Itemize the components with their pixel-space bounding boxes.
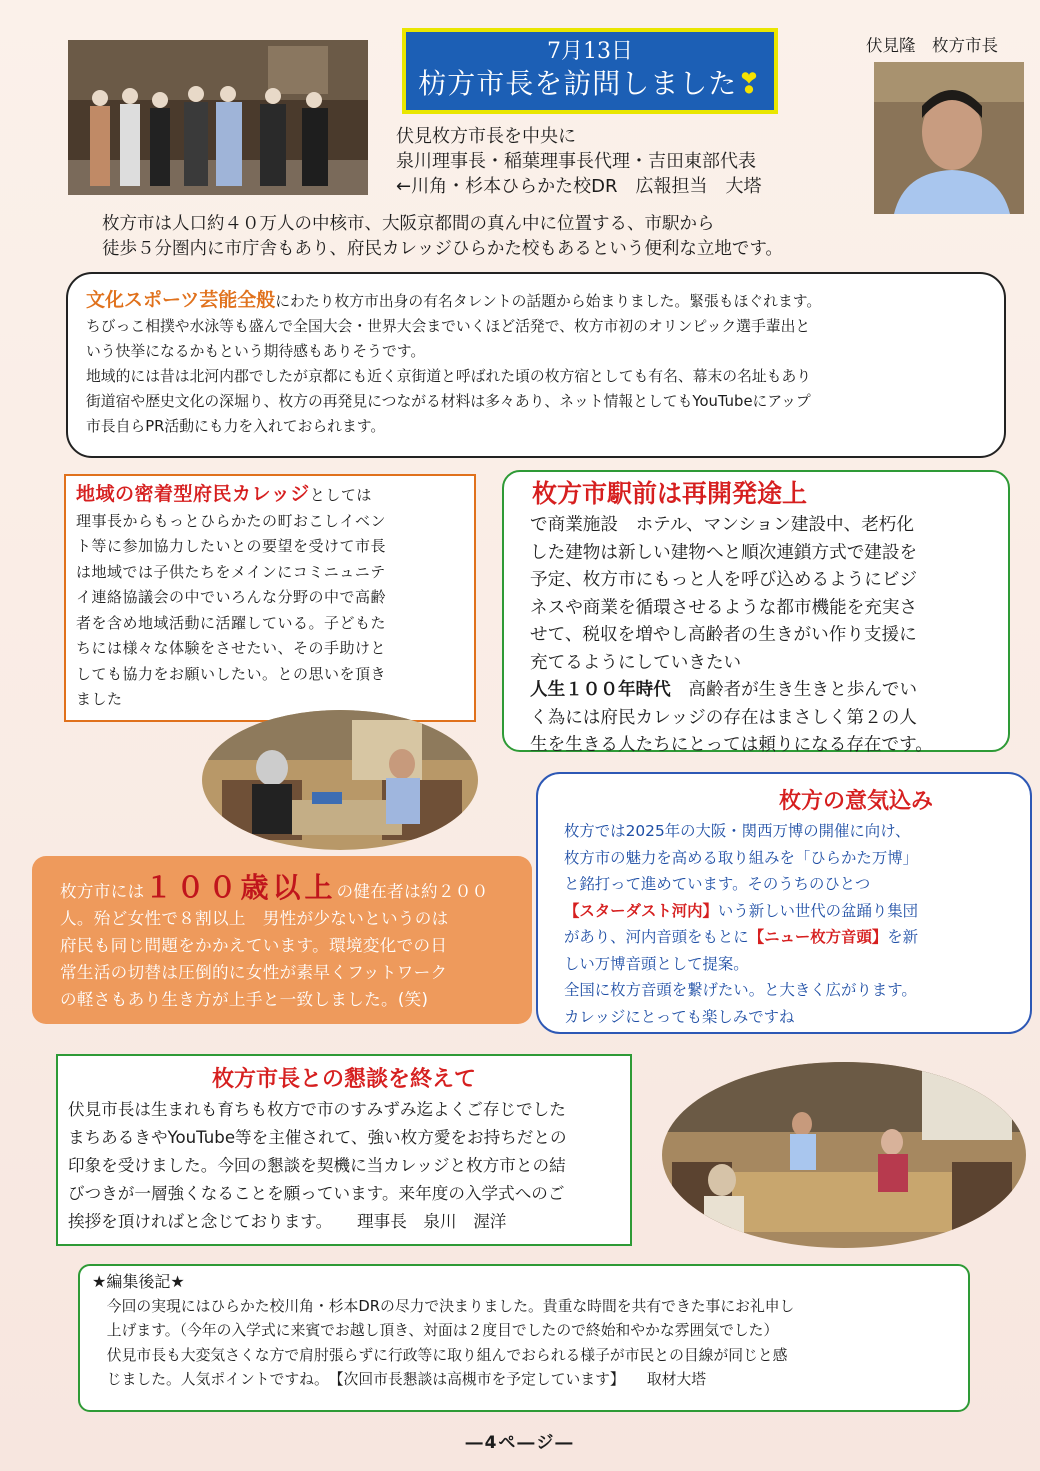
spirit-line: があり、河内音頭をもとに: [564, 928, 749, 946]
station-line: 予定、枚方市にもっと人を呼び込めるようにビジ: [530, 570, 918, 590]
hundred-line: の軽さもあり生き方が上手と一致しました。(笑): [60, 990, 429, 1009]
culture-line: ちびっこ相撲や水泳等も盛んで全国大会・世界大会までいくほど活発で、枚方市初のオリンピック選手輩出と: [86, 318, 811, 335]
spirit-red-1: 【スターダスト河内】: [564, 901, 718, 920]
mayor-photo: [874, 62, 1024, 214]
spirit-box: [536, 772, 1032, 1034]
spirit-line: カレッジにとっても楽しみですね: [564, 1007, 795, 1026]
station-tail-line: 生を生きる人たちにとっては頼りになる存在です。: [530, 735, 933, 755]
college-heading: 地域の密着型府民カレッジ: [76, 483, 310, 505]
spirit-line: しい万博音頭として提案。: [564, 954, 749, 973]
college-line: は地域では子供たちをメインにコミニュニテ: [76, 562, 386, 581]
intro: [102, 212, 783, 262]
caption-line: ←川角・杉本ひらかた校DR 広報担当 大塔: [396, 176, 762, 197]
hundred-line: 府民も同じ問題をかかえています。環境変化での日: [60, 936, 448, 955]
college-line: しても協力をお願いしたい。との思いを頂き: [76, 664, 387, 683]
editor-box: [78, 1264, 970, 1412]
station-box: [502, 470, 1010, 755]
intro-line: 枚方市は人口約４０万人の中核市、大阪京都間の真ん中に位置する、市駅から: [102, 214, 715, 234]
station-line: せて、税収を増やし高齢者の生きがい作り支援に: [530, 625, 917, 645]
spirit-line: 全国に枚方音頭を繋げたい。と大きく広がります。: [564, 981, 917, 999]
talk-box: [56, 1054, 632, 1246]
title-box: [402, 28, 778, 114]
station-line: ネスや商業を循環させるような都市機能を充実さ: [530, 597, 918, 618]
talk-line: 印象を受けました。今回の懇談を契機に当カレッジと枚方市との結: [68, 1156, 566, 1175]
hundred-box: [32, 856, 532, 1024]
conference-photo: [662, 1062, 1026, 1248]
college-lead: としては: [309, 486, 372, 504]
station-line: で商業施設 ホテル、マンション建設中、老朽化: [530, 515, 914, 535]
spirit-heading: 枚方の意気込み: [778, 789, 933, 814]
editor-heading: ★編集後記★: [92, 1272, 185, 1291]
caption-line: 泉川理事長・稲葉理事長代理・吉田東部代表: [396, 151, 756, 172]
hundred-line: 人。殆ど女性で８割以上 男性が少ないというのは: [60, 909, 449, 928]
college-box: [64, 474, 476, 722]
hundred-pre: 枚方市には: [60, 882, 145, 901]
talk-line: 伏見市長は生まれも育ちも枚方で市のすみずみ迄よくご存じでした: [68, 1100, 566, 1119]
spirit-line: 枚方市の魅力を高める取り組みを「ひらかた万博」: [564, 848, 918, 867]
culture-lead: にわたり枚方市出身の有名タレントの話題から始まりました。緊張もほぐれます。: [275, 293, 822, 310]
spirit-line: 枚方では2025年の大阪・関西万博の開催に向け、: [564, 822, 911, 840]
title-text: 枋方市長を訪問しました: [418, 67, 738, 100]
station-tail-line: く為には府民カレッジの存在はまさしく第２の人: [530, 707, 917, 728]
editor-line: じました。人気ポイントですね。 【次回市長懇談は高槻市を予定しています】 取材大塔: [92, 1371, 707, 1388]
talk-line: まちあるきやYouTube等を主催されて、強い枚方愛をお持ちだとの: [68, 1128, 567, 1147]
station-bold-lead: 人生１００年時代: [530, 680, 671, 700]
culture-box: [66, 272, 1006, 458]
college-line: イ連絡協議会の中でいろんな分野の中で高齢: [76, 588, 387, 606]
college-line: ちには様々な体験をさせたい、その手助けと: [76, 639, 387, 657]
group-photo: [68, 40, 368, 195]
mayor-caption: 伏見隆 枚方市長: [866, 36, 998, 55]
culture-line: 市長自らPR活動にも力を入れておられます。: [86, 418, 386, 435]
spirit-line: いう新しい世代の盆踊り集団: [717, 901, 919, 920]
culture-line: 地域的には昔は北河内郡でしたが京都にも近く京街道と呼ばれた頃の枚方宿としても有名、幕末の名址もあり: [86, 368, 812, 385]
hundred-line: 常生活の切替は圧倒的に女性が素早くフットワーク: [60, 963, 448, 982]
talk-line: びつきが一層強くなることを願っています。来年度の入学式へのご: [68, 1184, 565, 1203]
college-line: 理事長からもっとひらかたの町おこしイベン: [76, 511, 387, 530]
spirit-line: と銘打って進めています。そのうちのひとつ: [564, 875, 871, 893]
station-tail: 高齢者が生き生きと歩んでい: [670, 680, 918, 700]
spirit-red-2: 【ニュー枚方音頭】: [748, 928, 888, 946]
editor-line: 今回の実現にはひらかた校川角・杉本DRの尽力で決まりました。貴重な時間を共有できた事にお礼申し: [92, 1297, 795, 1315]
editor-line: 上げます。（今年の入学式に来賓でお越し頂き、対面は２度目でしたので終始和やかな雰囲気でした）: [92, 1322, 779, 1339]
caption-line: 伏見枚方市長を中央に: [396, 126, 576, 147]
college-line: ト等に参加協力したいとの要望を受けて市長: [76, 537, 387, 555]
talk-heading: 枚方市長との懇談を終えて: [211, 1067, 476, 1092]
culture-heading: 文化スポーツ芸能全般: [86, 289, 276, 311]
meeting-photo: [202, 710, 478, 850]
culture-line: いう快挙になるかもという期待感もありそうです。: [86, 343, 426, 360]
editor-line: 伏見市長も大変気さくな方で肩肘張らずに行政等に取り組んでおられる様子が市民との目線が同じと感: [92, 1346, 788, 1364]
station-heading: 枚方市駅前は再開発途上: [532, 479, 808, 508]
hundred-post: の健在者は約２００: [336, 882, 489, 901]
college-line: 者を含め地域活動に活躍している。子どもた: [76, 613, 387, 632]
group-caption: [396, 124, 761, 199]
title-date: 7月13日: [547, 39, 633, 64]
culture-line: 街道宿や歴史文化の深堀り、枚方の再発見につながる材料は多々あり、ネット情報としてもYouTubeにアップ: [86, 393, 811, 410]
hundred-big: １００歳以上: [144, 871, 337, 904]
spirit-line: を新: [887, 928, 919, 946]
station-line: 充てるようにしていきたい: [530, 652, 742, 673]
heart-icon: ❣: [737, 67, 762, 100]
college-line: ました: [76, 690, 123, 708]
title-main: [406, 66, 774, 102]
intro-line: 徒歩５分圏内に市庁舎もあり、府民カレッジひらかた校もあるという便利な立地です。: [102, 239, 783, 259]
talk-line: 挨拶を頂ければと念じております。 理事長 泉川 渥洋: [68, 1212, 507, 1231]
station-line: した建物は新しい建物へと順次連鎖方式で建設を: [530, 542, 918, 563]
page-number: ―4ペ―ジ―: [465, 1433, 575, 1453]
